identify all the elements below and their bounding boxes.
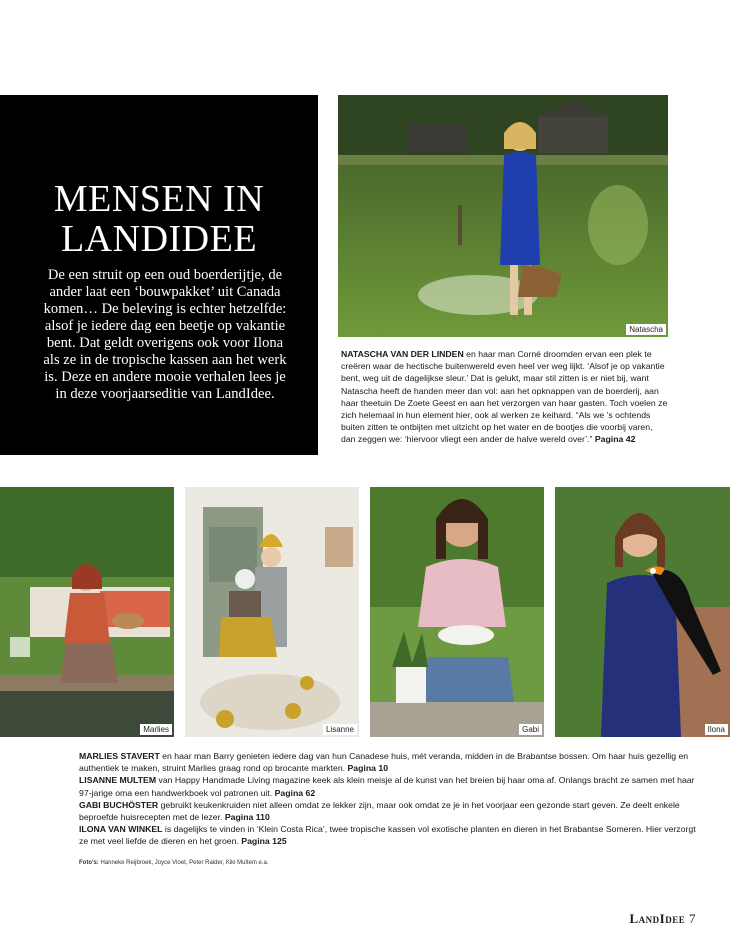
intro-block	[0, 95, 318, 455]
photo-label: Ilona	[705, 724, 728, 735]
bottom-captions	[79, 750, 699, 848]
photo-label: Marlies	[140, 724, 172, 735]
natascha-photo	[338, 95, 668, 337]
ilona-photo	[555, 487, 730, 737]
page-footer	[630, 911, 696, 927]
caption-text: en haar man Barry genieten iedere dag van hun Canadese huis, mét veranda, midden in de Brabantse bossen. Om haar huis gezellig en authentiek te maken, struint Marlies graag rond op brocante markten.	[79, 751, 689, 774]
caption-page-ref: Pagina 110	[224, 812, 270, 823]
caption-text: is dagelijks te vinden in ‘Klein Costa Rica’, twee tropische kassen vol exotische planten en dieren in het Brabantse Someren. Hier verzorgt ze met veel liefde de dieren en het groen.	[79, 824, 696, 847]
caption-name: ILONA VAN WINKEL	[79, 824, 163, 835]
credits-text: Hanneke Reijbroek, Joyce Vloet, Peter Raider, Kiki Multem e.a.	[98, 860, 269, 866]
page-number: 7	[689, 911, 696, 926]
gabi-photo	[370, 487, 544, 737]
caption-marlies	[79, 750, 699, 774]
lisanne-photo	[185, 487, 359, 737]
caption-text: van Happy Handmade Living magazine keek als klein meisje al de kunst van het breien bij haar oma af. Onlangs bracht ze samen met haar 97-jarige oma een handwerkboek vol patronen uit.	[79, 775, 695, 798]
photo-label: Natascha	[626, 324, 666, 335]
credits-label: Foto’s:	[79, 860, 99, 866]
magazine-name: LandIdee	[629, 911, 686, 926]
caption-name: LISANNE MULTEM	[79, 775, 157, 786]
caption-text: gebruikt keukenkruiden niet alleen omdat ze lekker zijn, maar ook omdat ze je in het voorjaar een gezonde start geven. Ze deelt enkele beproefde huisrecepten met de lezer.	[79, 799, 680, 823]
caption-text: en haar man Corné droomden ervan een plek te creëren waar de hectische buitenwereld even heel ver weg lijkt. ‘Alsof je op vakantie bent, weg uit de dagelijkse sleur.’ Dat is gelukt, maar stil zitten is er niet bij, want Natascha heeft de handen meer dan vol: aan het opknappen van de boerderij, aan haar theetuin De Zoete Geest en aan het verzorgen van haar gasten. Toch voelen ze zich helemaal in hun element hier, ook al werken ze keihard. “Als we ’s ochtends buiten zitten te ontbijten met uitzicht op het water en de bootjes die voorbij varen, dan zeggen we: ‘hiervoor vliegt een ander de halve wereld over’.”	[341, 349, 668, 445]
title-line-2: LANDIDEE	[60, 218, 258, 260]
title-line-1: MENSEN IN	[53, 178, 265, 220]
caption-page-ref: Pagina 62	[274, 787, 316, 798]
caption-name: MARLIES STAVERT	[79, 751, 160, 761]
intro-text: De een struit op een oud boerderijtje, de ander laat een ‘bouwpakket’ uit Canada komen… De beleving is echter hetzelfde: alsof je iedere dag een beetje op vakantie bent. Dat geldt overigens ook voor Ilona als ze in de tropische kassen aan het werk is. Deze en andere mooie verhalen lees je in deze voorjaarseditie van LandIdee.	[43, 267, 287, 402]
page-title	[0, 179, 318, 259]
caption-page-ref: Pagina 125	[241, 836, 287, 847]
caption-name: NATASCHA VAN DER LINDEN	[341, 349, 464, 359]
caption-name: GABI BUCHÖSTER	[79, 799, 159, 810]
caption-lisanne	[79, 774, 699, 798]
caption-page-ref: Pagina 42	[594, 434, 636, 445]
caption-gabi	[79, 799, 699, 823]
photo-label: Gabi	[519, 724, 542, 735]
photo-credits	[79, 860, 269, 866]
caption-page-ref: Pagina 10	[347, 763, 389, 774]
natascha-caption	[341, 348, 668, 446]
photo-label: Lisanne	[323, 724, 357, 735]
caption-ilona	[79, 823, 699, 847]
marlies-photo	[0, 487, 174, 737]
